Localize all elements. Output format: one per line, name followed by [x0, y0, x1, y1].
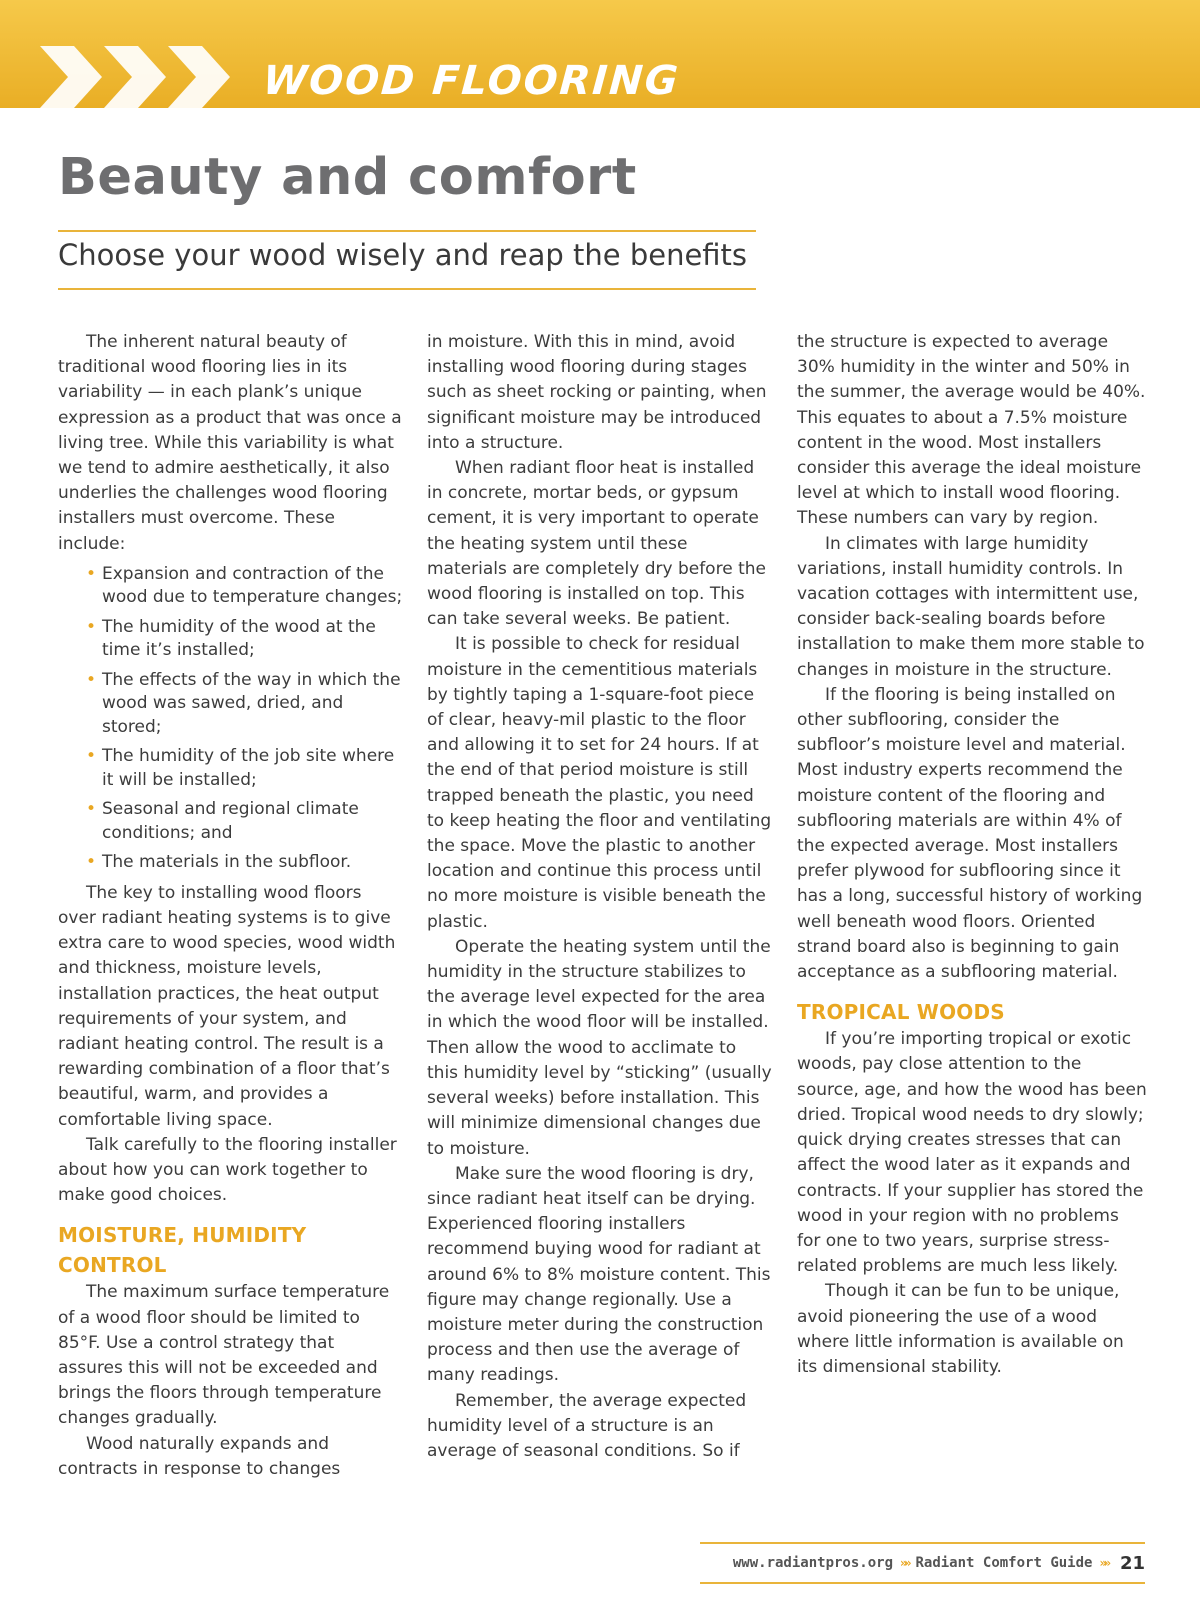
bullet-icon: • — [86, 852, 97, 873]
list-item — [86, 563, 403, 610]
list-item — [86, 669, 403, 740]
chevron-arrows-icon — [40, 46, 250, 108]
paragraph: It is possible to check for residual moisture in the cementitious materials by tightly taping a 1-square-foot piece of clear, heavy-mil plastic to the floor and allowing it to set for 24 hours. If at the end of that period moisture is still trapped beneath the plastic, you need to keep heating the floor and ventilating the space. Move the plastic to another location and continue this process until no more moisture is visible beneath the plastic. — [427, 634, 772, 932]
paragraph: In climates with large humidity variations, install humidity controls. In vacation cottages with intermittent use, consider back-sealing boards before installation to make them more stable to changes in moisture in the structure. — [797, 533, 1145, 680]
section-heading-tropical: TROPICAL WOODS — [797, 1000, 1005, 1025]
list-item — [86, 851, 403, 875]
list-item-text: The materials in the subfloor. — [102, 852, 352, 873]
headline-divider — [58, 230, 756, 232]
list-item — [86, 616, 403, 663]
page-headline: Beauty and comfort — [58, 148, 637, 207]
subhead-divider — [58, 288, 756, 290]
footer-publication: Radiant Comfort Guide — [915, 1555, 1093, 1571]
page-footer — [700, 1549, 1145, 1577]
article-column-1 — [58, 330, 403, 1482]
footer-divider-top — [700, 1542, 1145, 1544]
list-item-text: The humidity of the job site where it will be installed; — [102, 746, 395, 790]
list-item-text: The effects of the way in which the wood was sawed, dried, and stored; — [102, 669, 401, 737]
paragraph: Remember, the average expected humidity level of a structure is an average of seasonal conditions. So if — [427, 1390, 747, 1461]
paragraph: Make sure the wood flooring is dry, since radiant heat itself can be drying. Experienced flooring installers recommend buying wood for radiant at around 6% to 8% moisture content. This figure may change regionally. Use a moisture meter during the construction process and then use the average of many readings. — [427, 1163, 771, 1386]
section-banner — [0, 0, 1200, 108]
article-column-2 — [427, 330, 772, 1464]
list-item-text: Seasonal and regional climate conditions; and — [102, 799, 359, 843]
paragraph: The inherent natural beauty of traditional wood flooring lies in its variability — in each plank’s unique expression as a product that was once a living tree. While this variability is what we tend to admire aesthetically, it also underlies the challenges wood flooring installers must overcome. These include: — [58, 332, 402, 554]
double-chevron-icon: »» — [900, 1556, 909, 1570]
paragraph: If you’re importing tropical or exotic woods, pay close attention to the source, age, and how the wood has been dried. Tropical wood needs to dry slowly; quick drying creates stresses that can affect the wood later as it expands and contracts. If your supplier has stored the wood in your region with no problems for one to two years, surprise stress-related problems are much less likely. — [797, 1029, 1147, 1277]
list-item — [86, 798, 403, 845]
paragraph: the structure is expected to average 30% humidity in the winter and 50% in the summer, the average would be 40%. This equates to about a 7.5% moisture content in the wood. Most installers consider this average the ideal moisture level at which to install wood flooring. These numbers can vary by region. — [797, 332, 1146, 529]
paragraph: in moisture. With this in mind, avoid installing wood flooring during stages such as sheet rocking or painting, when significant moisture may be introduced into a structure. — [427, 332, 767, 453]
footer-divider-bottom — [700, 1582, 1145, 1584]
page-number: 21 — [1119, 1552, 1145, 1574]
double-chevron-icon: »» — [1099, 1556, 1108, 1570]
paragraph: If the flooring is being installed on other subflooring, consider the subfloor’s moisture level and material. Most industry experts recommend the moisture content of the flooring and subflooring materials are within 4% of the expected average. Most installers prefer plywood for subflooring since it has a long, successful history of working well beneath wood floors. Oriented strand board also is beginning to gain acceptance as a subflooring material. — [797, 684, 1143, 983]
bullet-icon: • — [86, 669, 97, 690]
challenges-list — [58, 563, 403, 875]
paragraph: The key to installing wood floors over radiant heating systems is to give extra care to wood species, wood width and thickness, moisture levels, installation practices, the heat output requirements of your system, and radiant heating control. The result is a rewarding combination of a floor that’s beautiful, warm, and provides a comfortable living space. — [58, 882, 396, 1130]
paragraph: When radiant floor heat is installed in concrete, mortar beds, or gypsum cement, it is very important to operate the heating system until these materials are completely dry before the wood flooring is installed on top. This can take several weeks. Be patient. — [427, 458, 766, 630]
bullet-icon: • — [86, 616, 97, 637]
list-item-text: Expansion and contraction of the wood due to temperature changes; — [102, 563, 403, 608]
list-item — [86, 745, 403, 792]
footer-website[interactable]: www.radiantpros.org — [732, 1555, 894, 1571]
paragraph: Wood naturally expands and contracts in response to changes — [58, 1433, 341, 1479]
paragraph: Operate the heating system until the humidity in the structure stabilizes to the average level expected for the area in which the wood floor will be installed. Then allow the wood to acclimate to this humidity level by “sticking” (usually several weeks) before installation. This will minimize dimensional changes due to moisture. — [427, 936, 772, 1159]
section-heading-moisture: MOISTURE, HUMIDITY CONTROL — [58, 1223, 307, 1278]
bullet-icon: • — [86, 746, 97, 767]
paragraph: Talk carefully to the flooring installer about how you can work together to make good choices. — [58, 1134, 397, 1206]
article-column-3 — [797, 330, 1147, 1380]
paragraph: The maximum surface temperature of a wood floor should be limited to 85°F. Use a control strategy that assures this will not be exceeded and brings the floors through temperature changes gradually. — [58, 1282, 390, 1429]
bullet-icon: • — [86, 799, 97, 820]
list-item-text: The humidity of the wood at the time it’s installed; — [102, 616, 376, 661]
bullet-icon: • — [86, 563, 97, 584]
section-title: WOOD FLOORING — [261, 58, 682, 104]
page-subhead: Choose your wood wisely and reap the benefits — [58, 238, 748, 272]
paragraph: Though it can be fun to be unique, avoid pioneering the use of a wood where little information is available on its dimensional stability. — [797, 1281, 1124, 1377]
